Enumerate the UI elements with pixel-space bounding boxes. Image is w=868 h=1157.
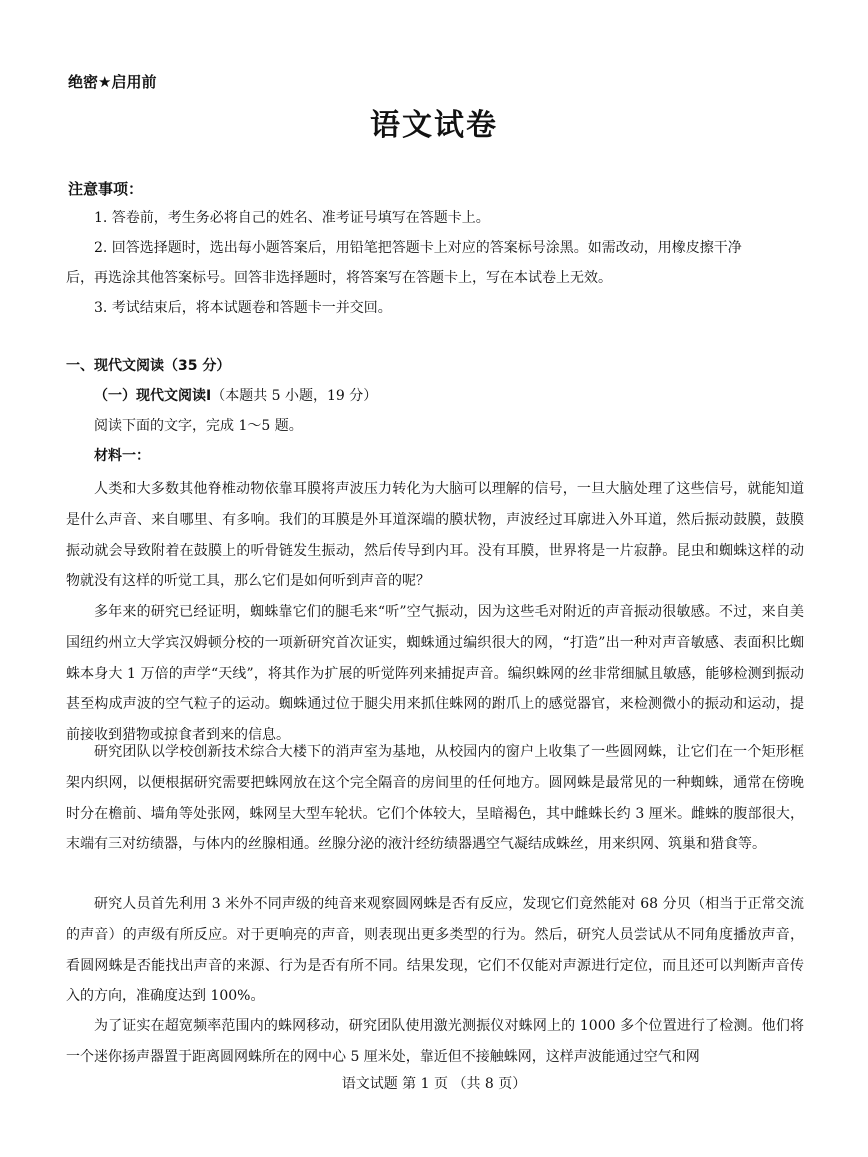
subsection-note: （本题共 5 小题，19 分） (211, 388, 378, 404)
paragraph: 为了证实在超宽频率范围内的蛛网移动，研究团队使用激光测振仪对蛛网上的 1000 多个位置进行了检测。他们将一个迷你扬声器置于距离圆网蛛所在的网中心 5 厘米处，靠近但不接触蛛网，这样声波能通过空气和网 (66, 1018, 804, 1065)
notice-heading: 注意事项： (68, 180, 144, 198)
notice-item-3: 3. 考试结束后，将本试题卷和答题卡一并交回。 (94, 300, 392, 316)
paragraph: 研究团队以学校创新技术综合大楼下的消声室为基地，从校园内的窗户上收集了一些圆网蛛，让它们在一个矩形框架内织网，以便根据研究需要把蛛网放在这个完全隔音的房间里的任何地方。圆网蛛是最常见的一种蜘蛛，通常在傍晚时分在檐前、墙角等处张网，蛛网呈大型车轮状。它们个体较大，呈暗褐色，其中雌蛛长约 3 厘米。雌蛛的腹部很大，末端有三对纺绩器，与体内的丝腺相通。丝腺分泌的液汁经纺绩器遇空气凝结成蛛丝，用来织网、筑巢和猎食等。 (66, 744, 804, 853)
subsection-heading (94, 386, 377, 406)
notice-item-2-line-2: 后，再选涂其他答案标号。回答非选择题时，将答案写在答题卡上，写在本试卷上无效。 (66, 270, 612, 286)
page-footer: 语文试题 第 1 页 （共 8 页） (341, 1076, 527, 1092)
section-heading: 一、现代文阅读（35 分） (66, 358, 231, 374)
paragraph: 人类和大多数其他脊椎动物依靠耳膜将声波压力转化为大脑可以理解的信号，一旦大脑处理了这些信号，就能知道是什么声音、来自哪里、有多响。我们的耳膜是外耳道深端的膜状物，声波经过耳廓进入外耳道，然后振动鼓膜，鼓膜振动就会导致附着在鼓膜上的听骨链发生振动，然后传导到内耳。没有耳膜，世界将是一片寂静。昆虫和蜘蛛这样的动物就没有这样的听觉工具，那么它们是如何听到声音的呢？ (66, 481, 804, 590)
confidential-label: 绝密★启用前 (68, 73, 157, 91)
paragraph: 多年来的研究已经证明，蜘蛛靠它们的腿毛来“听”空气振动，因为这些毛对附近的声音振动很敏感。不过，来自美国纽约州立大学宾汉姆顿分校的一项新研究首次证实，蜘蛛通过编织很大的网，“打造”出一种对声音敏感、表面积比蜘蛛本身大 1 万倍的声学“天线”，将其作为扩展的听觉阵列来捕捉声音。编织蛛网的丝非常细腻且敏感，能够检测到振动甚至构成声波的空气粒子的运动。蜘蛛通过位于腿尖用来抓住蛛网的跗爪上的感觉器官，来检测微小的振动和运动，提前接收到猎物或掠食者到来的信息。 (66, 604, 804, 744)
paragraph: 研究人员首先利用 3 米外不同声级的纯音来观察圆网蛛是否有反应，发现它们竟然能对 68 分贝（相当于正常交流的声音）的声级有所反应。对于更响亮的声音，则表现出更多类型的行为。然后，研究人员尝试从不同角度播放声音，看圆网蛛是否能找出声音的来源、行为是否有所不同。结果发现，它们不仅能对声源进行定位，而且还可以判断声音传入的方向，准确度达到 100%。 (66, 896, 804, 1005)
notice-item-1: 1. 答卷前，考生务必将自己的姓名、准考证号填写在答题卡上。 (94, 210, 490, 226)
subsection-title: （一）现代文阅读Ⅰ (94, 388, 212, 404)
material-label: 材料一： (94, 448, 150, 464)
page-title: 语文试卷 (370, 108, 498, 143)
notice-item-2-line-1: 2. 回答选择题时，选出每小题答案后，用铅笔把答题卡上对应的答案标号涂黑。如需改动，用橡皮擦干净 (94, 240, 742, 256)
reading-instruction: 阅读下面的文字，完成 1～5 题。 (94, 418, 303, 434)
